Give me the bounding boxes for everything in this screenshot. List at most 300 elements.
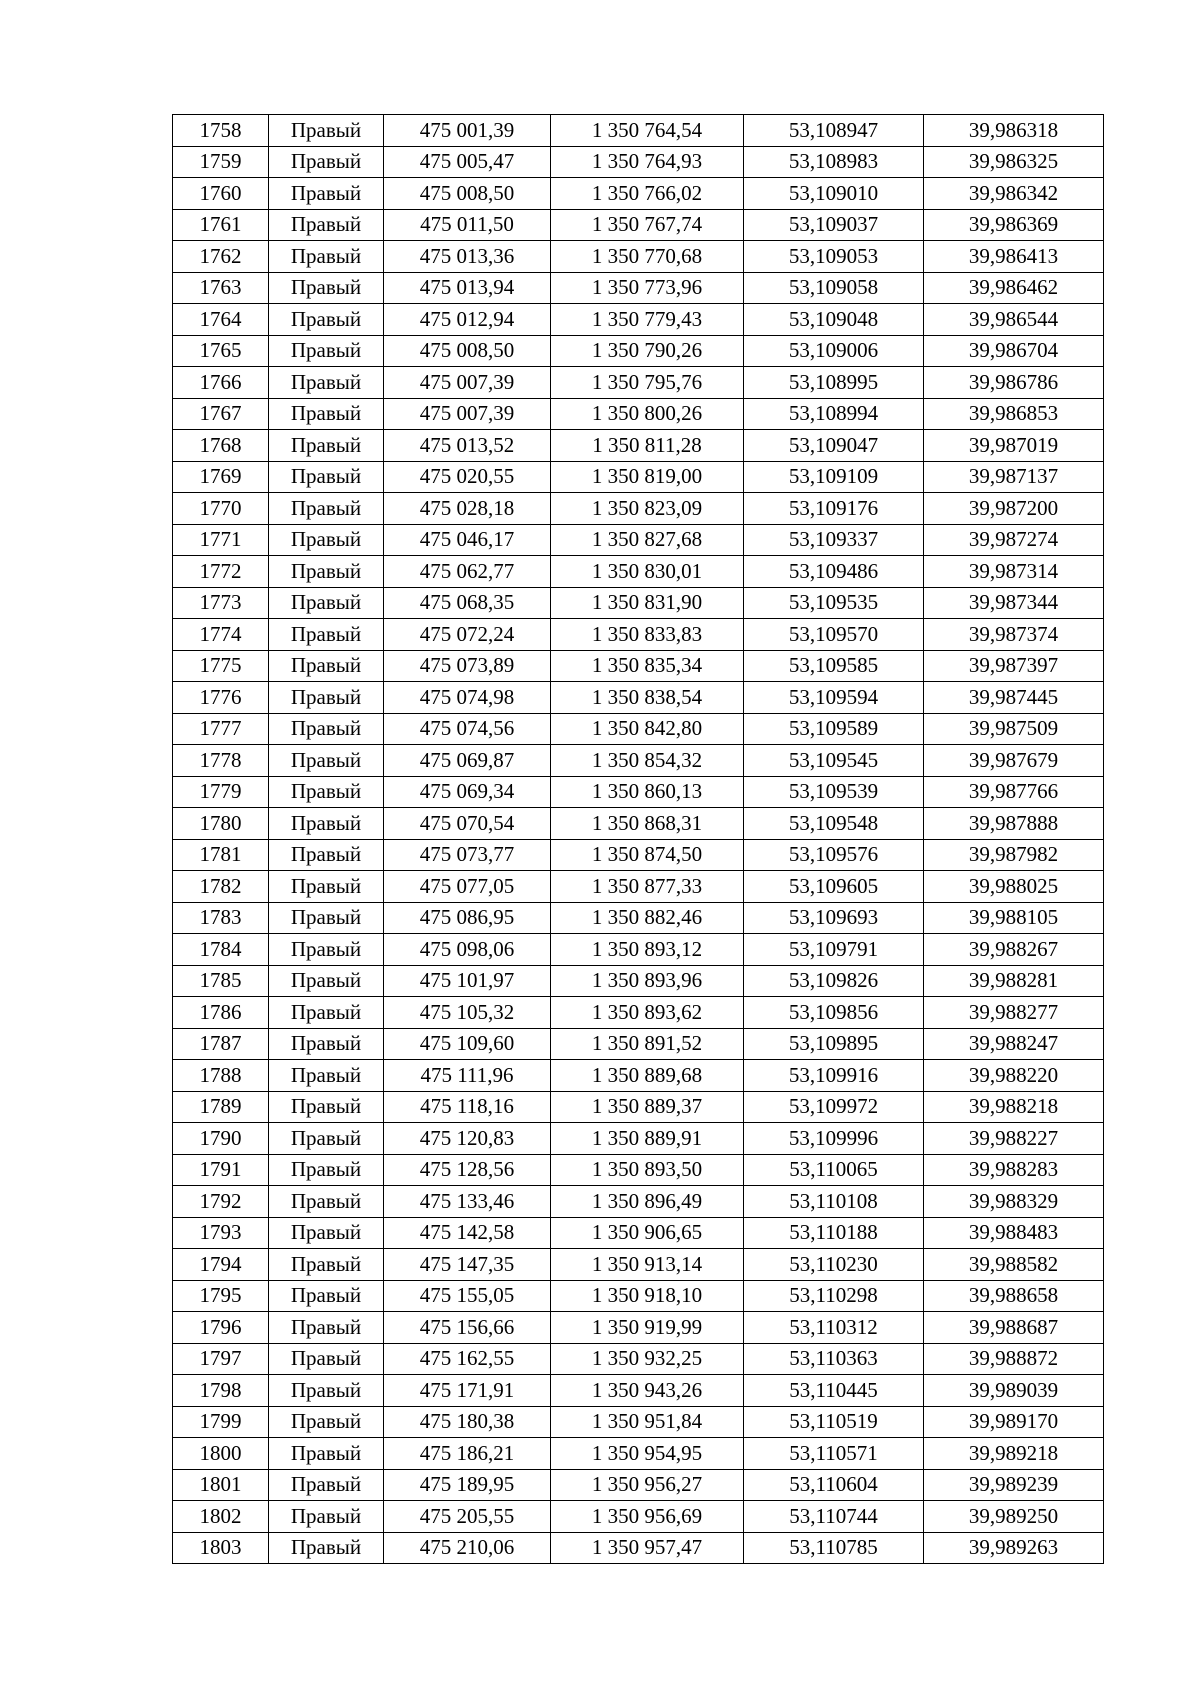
latitude-cell: 53,110604	[744, 1469, 924, 1501]
y-coordinate-cell: 1 350 833,83	[551, 619, 744, 651]
point-number-cell: 1774	[173, 619, 269, 651]
x-coordinate-cell: 475 098,06	[384, 934, 551, 966]
table-row	[173, 1280, 1104, 1312]
y-coordinate-cell: 1 350 956,27	[551, 1469, 744, 1501]
longitude-cell: 39,989170	[924, 1406, 1104, 1438]
y-coordinate-cell: 1 350 913,14	[551, 1249, 744, 1281]
side-cell: Правый	[269, 1123, 384, 1155]
point-number-cell: 1792	[173, 1186, 269, 1218]
point-number-cell: 1785	[173, 965, 269, 997]
table-row	[173, 1532, 1104, 1564]
point-number-cell: 1766	[173, 367, 269, 399]
point-number-cell: 1760	[173, 178, 269, 210]
table-row	[173, 272, 1104, 304]
point-number-cell: 1758	[173, 115, 269, 147]
longitude-cell: 39,987509	[924, 713, 1104, 745]
x-coordinate-cell: 475 001,39	[384, 115, 551, 147]
side-cell: Правый	[269, 1249, 384, 1281]
x-coordinate-cell: 475 011,50	[384, 209, 551, 241]
table-row	[173, 839, 1104, 871]
y-coordinate-cell: 1 350 956,69	[551, 1501, 744, 1533]
y-coordinate-cell: 1 350 838,54	[551, 682, 744, 714]
table-row	[173, 1343, 1104, 1375]
table-row	[173, 1154, 1104, 1186]
x-coordinate-cell: 475 109,60	[384, 1028, 551, 1060]
longitude-cell: 39,989039	[924, 1375, 1104, 1407]
latitude-cell: 53,109895	[744, 1028, 924, 1060]
latitude-cell: 53,109010	[744, 178, 924, 210]
point-number-cell: 1759	[173, 146, 269, 178]
x-coordinate-cell: 475 105,32	[384, 997, 551, 1029]
point-number-cell: 1790	[173, 1123, 269, 1155]
latitude-cell: 53,110571	[744, 1438, 924, 1470]
latitude-cell: 53,110785	[744, 1532, 924, 1564]
side-cell: Правый	[269, 241, 384, 273]
y-coordinate-cell: 1 350 893,62	[551, 997, 744, 1029]
table-row	[173, 934, 1104, 966]
y-coordinate-cell: 1 350 819,00	[551, 461, 744, 493]
y-coordinate-cell: 1 350 842,80	[551, 713, 744, 745]
longitude-cell: 39,987374	[924, 619, 1104, 651]
longitude-cell: 39,989218	[924, 1438, 1104, 1470]
table-row	[173, 146, 1104, 178]
point-number-cell: 1769	[173, 461, 269, 493]
x-coordinate-cell: 475 205,55	[384, 1501, 551, 1533]
longitude-cell: 39,987766	[924, 776, 1104, 808]
table-row	[173, 367, 1104, 399]
longitude-cell: 39,986544	[924, 304, 1104, 336]
latitude-cell: 53,109539	[744, 776, 924, 808]
point-number-cell: 1776	[173, 682, 269, 714]
side-cell: Правый	[269, 461, 384, 493]
point-number-cell: 1789	[173, 1091, 269, 1123]
y-coordinate-cell: 1 350 766,02	[551, 178, 744, 210]
longitude-cell: 39,988281	[924, 965, 1104, 997]
side-cell: Правый	[269, 1501, 384, 1533]
longitude-cell: 39,989239	[924, 1469, 1104, 1501]
point-number-cell: 1798	[173, 1375, 269, 1407]
longitude-cell: 39,988105	[924, 902, 1104, 934]
y-coordinate-cell: 1 350 932,25	[551, 1343, 744, 1375]
side-cell: Правый	[269, 682, 384, 714]
side-cell: Правый	[269, 1280, 384, 1312]
longitude-cell: 39,988687	[924, 1312, 1104, 1344]
point-number-cell: 1802	[173, 1501, 269, 1533]
table-row	[173, 398, 1104, 430]
longitude-cell: 39,986786	[924, 367, 1104, 399]
longitude-cell: 39,988283	[924, 1154, 1104, 1186]
longitude-cell: 39,987982	[924, 839, 1104, 871]
y-coordinate-cell: 1 350 773,96	[551, 272, 744, 304]
side-cell: Правый	[269, 965, 384, 997]
point-number-cell: 1779	[173, 776, 269, 808]
side-cell: Правый	[269, 1154, 384, 1186]
y-coordinate-cell: 1 350 764,93	[551, 146, 744, 178]
x-coordinate-cell: 475 013,36	[384, 241, 551, 273]
coordinates-table	[172, 114, 1104, 1564]
longitude-cell: 39,986369	[924, 209, 1104, 241]
longitude-cell: 39,988277	[924, 997, 1104, 1029]
latitude-cell: 53,109545	[744, 745, 924, 777]
table-row	[173, 997, 1104, 1029]
x-coordinate-cell: 475 156,66	[384, 1312, 551, 1344]
latitude-cell: 53,109048	[744, 304, 924, 336]
point-number-cell: 1786	[173, 997, 269, 1029]
latitude-cell: 53,109037	[744, 209, 924, 241]
point-number-cell: 1781	[173, 839, 269, 871]
longitude-cell: 39,988582	[924, 1249, 1104, 1281]
x-coordinate-cell: 475 118,16	[384, 1091, 551, 1123]
side-cell: Правый	[269, 1375, 384, 1407]
point-number-cell: 1762	[173, 241, 269, 273]
x-coordinate-cell: 475 012,94	[384, 304, 551, 336]
latitude-cell: 53,109585	[744, 650, 924, 682]
side-cell: Правый	[269, 902, 384, 934]
latitude-cell: 53,109486	[744, 556, 924, 588]
table-row	[173, 650, 1104, 682]
y-coordinate-cell: 1 350 893,12	[551, 934, 744, 966]
side-cell: Правый	[269, 997, 384, 1029]
point-number-cell: 1778	[173, 745, 269, 777]
side-cell: Правый	[269, 808, 384, 840]
side-cell: Правый	[269, 178, 384, 210]
x-coordinate-cell: 475 171,91	[384, 1375, 551, 1407]
y-coordinate-cell: 1 350 790,26	[551, 335, 744, 367]
latitude-cell: 53,110519	[744, 1406, 924, 1438]
longitude-cell: 39,986318	[924, 115, 1104, 147]
table-row	[173, 1091, 1104, 1123]
latitude-cell: 53,110065	[744, 1154, 924, 1186]
point-number-cell: 1782	[173, 871, 269, 903]
x-coordinate-cell: 475 073,89	[384, 650, 551, 682]
longitude-cell: 39,988218	[924, 1091, 1104, 1123]
side-cell: Правый	[269, 1217, 384, 1249]
y-coordinate-cell: 1 350 800,26	[551, 398, 744, 430]
y-coordinate-cell: 1 350 795,76	[551, 367, 744, 399]
latitude-cell: 53,109594	[744, 682, 924, 714]
x-coordinate-cell: 475 074,98	[384, 682, 551, 714]
longitude-cell: 39,988658	[924, 1280, 1104, 1312]
x-coordinate-cell: 475 007,39	[384, 367, 551, 399]
side-cell: Правый	[269, 304, 384, 336]
table-row	[173, 209, 1104, 241]
table-row	[173, 776, 1104, 808]
table-row	[173, 1123, 1104, 1155]
latitude-cell: 53,109856	[744, 997, 924, 1029]
longitude-cell: 39,989263	[924, 1532, 1104, 1564]
latitude-cell: 53,108983	[744, 146, 924, 178]
longitude-cell: 39,989250	[924, 1501, 1104, 1533]
x-coordinate-cell: 475 162,55	[384, 1343, 551, 1375]
x-coordinate-cell: 475 069,34	[384, 776, 551, 808]
side-cell: Правый	[269, 745, 384, 777]
x-coordinate-cell: 475 007,39	[384, 398, 551, 430]
table-row	[173, 682, 1104, 714]
latitude-cell: 53,109996	[744, 1123, 924, 1155]
latitude-cell: 53,108995	[744, 367, 924, 399]
latitude-cell: 53,109548	[744, 808, 924, 840]
x-coordinate-cell: 475 062,77	[384, 556, 551, 588]
latitude-cell: 53,109605	[744, 871, 924, 903]
point-number-cell: 1795	[173, 1280, 269, 1312]
latitude-cell: 53,109916	[744, 1060, 924, 1092]
table-row	[173, 587, 1104, 619]
y-coordinate-cell: 1 350 889,68	[551, 1060, 744, 1092]
x-coordinate-cell: 475 101,97	[384, 965, 551, 997]
table-row	[173, 1438, 1104, 1470]
side-cell: Правый	[269, 146, 384, 178]
table-row	[173, 556, 1104, 588]
side-cell: Правый	[269, 713, 384, 745]
side-cell: Правый	[269, 1532, 384, 1564]
point-number-cell: 1771	[173, 524, 269, 556]
longitude-cell: 39,988247	[924, 1028, 1104, 1060]
side-cell: Правый	[269, 1438, 384, 1470]
y-coordinate-cell: 1 350 893,96	[551, 965, 744, 997]
point-number-cell: 1784	[173, 934, 269, 966]
side-cell: Правый	[269, 272, 384, 304]
point-number-cell: 1765	[173, 335, 269, 367]
point-number-cell: 1800	[173, 1438, 269, 1470]
y-coordinate-cell: 1 350 919,99	[551, 1312, 744, 1344]
x-coordinate-cell: 475 028,18	[384, 493, 551, 525]
point-number-cell: 1801	[173, 1469, 269, 1501]
table-row	[173, 1375, 1104, 1407]
x-coordinate-cell: 475 020,55	[384, 461, 551, 493]
point-number-cell: 1775	[173, 650, 269, 682]
longitude-cell: 39,986342	[924, 178, 1104, 210]
longitude-cell: 39,987679	[924, 745, 1104, 777]
longitude-cell: 39,987019	[924, 430, 1104, 462]
x-coordinate-cell: 475 070,54	[384, 808, 551, 840]
table-row	[173, 619, 1104, 651]
latitude-cell: 53,110298	[744, 1280, 924, 1312]
latitude-cell: 53,109570	[744, 619, 924, 651]
longitude-cell: 39,987397	[924, 650, 1104, 682]
side-cell: Правый	[269, 1091, 384, 1123]
side-cell: Правый	[269, 587, 384, 619]
table-row	[173, 1186, 1104, 1218]
point-number-cell: 1768	[173, 430, 269, 462]
x-coordinate-cell: 475 142,58	[384, 1217, 551, 1249]
latitude-cell: 53,110445	[744, 1375, 924, 1407]
longitude-cell: 39,988872	[924, 1343, 1104, 1375]
latitude-cell: 53,109826	[744, 965, 924, 997]
y-coordinate-cell: 1 350 893,50	[551, 1154, 744, 1186]
point-number-cell: 1794	[173, 1249, 269, 1281]
side-cell: Правый	[269, 556, 384, 588]
point-number-cell: 1791	[173, 1154, 269, 1186]
table-row	[173, 1312, 1104, 1344]
latitude-cell: 53,109972	[744, 1091, 924, 1123]
y-coordinate-cell: 1 350 770,68	[551, 241, 744, 273]
x-coordinate-cell: 475 128,56	[384, 1154, 551, 1186]
y-coordinate-cell: 1 350 830,01	[551, 556, 744, 588]
side-cell: Правый	[269, 115, 384, 147]
y-coordinate-cell: 1 350 811,28	[551, 430, 744, 462]
x-coordinate-cell: 475 086,95	[384, 902, 551, 934]
longitude-cell: 39,986853	[924, 398, 1104, 430]
y-coordinate-cell: 1 350 877,33	[551, 871, 744, 903]
side-cell: Правый	[269, 398, 384, 430]
y-coordinate-cell: 1 350 854,32	[551, 745, 744, 777]
y-coordinate-cell: 1 350 954,95	[551, 1438, 744, 1470]
side-cell: Правый	[269, 839, 384, 871]
x-coordinate-cell: 475 155,05	[384, 1280, 551, 1312]
x-coordinate-cell: 475 008,50	[384, 178, 551, 210]
x-coordinate-cell: 475 111,96	[384, 1060, 551, 1092]
point-number-cell: 1797	[173, 1343, 269, 1375]
latitude-cell: 53,109693	[744, 902, 924, 934]
table-row	[173, 493, 1104, 525]
point-number-cell: 1787	[173, 1028, 269, 1060]
latitude-cell: 53,110108	[744, 1186, 924, 1218]
x-coordinate-cell: 475 068,35	[384, 587, 551, 619]
x-coordinate-cell: 475 147,35	[384, 1249, 551, 1281]
latitude-cell: 53,110744	[744, 1501, 924, 1533]
point-number-cell: 1764	[173, 304, 269, 336]
point-number-cell: 1796	[173, 1312, 269, 1344]
y-coordinate-cell: 1 350 951,84	[551, 1406, 744, 1438]
table-row	[173, 1060, 1104, 1092]
longitude-cell: 39,986704	[924, 335, 1104, 367]
table-row	[173, 1028, 1104, 1060]
point-number-cell: 1793	[173, 1217, 269, 1249]
point-number-cell: 1777	[173, 713, 269, 745]
latitude-cell: 53,109109	[744, 461, 924, 493]
x-coordinate-cell: 475 046,17	[384, 524, 551, 556]
point-number-cell: 1761	[173, 209, 269, 241]
x-coordinate-cell: 475 077,05	[384, 871, 551, 903]
coordinates-table-body	[173, 115, 1104, 1564]
table-row	[173, 335, 1104, 367]
point-number-cell: 1770	[173, 493, 269, 525]
longitude-cell: 39,987445	[924, 682, 1104, 714]
longitude-cell: 39,988329	[924, 1186, 1104, 1218]
side-cell: Правый	[269, 209, 384, 241]
table-row	[173, 241, 1104, 273]
side-cell: Правый	[269, 430, 384, 462]
latitude-cell: 53,110230	[744, 1249, 924, 1281]
latitude-cell: 53,110312	[744, 1312, 924, 1344]
y-coordinate-cell: 1 350 874,50	[551, 839, 744, 871]
longitude-cell: 39,988025	[924, 871, 1104, 903]
table-row	[173, 304, 1104, 336]
table-row	[173, 965, 1104, 997]
latitude-cell: 53,109535	[744, 587, 924, 619]
y-coordinate-cell: 1 350 767,74	[551, 209, 744, 241]
side-cell: Правый	[269, 1028, 384, 1060]
x-coordinate-cell: 475 073,77	[384, 839, 551, 871]
side-cell: Правый	[269, 335, 384, 367]
side-cell: Правый	[269, 776, 384, 808]
table-row	[173, 115, 1104, 147]
y-coordinate-cell: 1 350 891,52	[551, 1028, 744, 1060]
point-number-cell: 1799	[173, 1406, 269, 1438]
latitude-cell: 53,109791	[744, 934, 924, 966]
y-coordinate-cell: 1 350 764,54	[551, 115, 744, 147]
y-coordinate-cell: 1 350 835,34	[551, 650, 744, 682]
side-cell: Правый	[269, 650, 384, 682]
table-row	[173, 1217, 1104, 1249]
point-number-cell: 1773	[173, 587, 269, 619]
y-coordinate-cell: 1 350 889,37	[551, 1091, 744, 1123]
y-coordinate-cell: 1 350 827,68	[551, 524, 744, 556]
y-coordinate-cell: 1 350 779,43	[551, 304, 744, 336]
side-cell: Правый	[269, 871, 384, 903]
x-coordinate-cell: 475 210,06	[384, 1532, 551, 1564]
table-row	[173, 902, 1104, 934]
longitude-cell: 39,987274	[924, 524, 1104, 556]
longitude-cell: 39,987314	[924, 556, 1104, 588]
point-number-cell: 1763	[173, 272, 269, 304]
side-cell: Правый	[269, 1312, 384, 1344]
table-row	[173, 808, 1104, 840]
y-coordinate-cell: 1 350 943,26	[551, 1375, 744, 1407]
table-row	[173, 524, 1104, 556]
y-coordinate-cell: 1 350 896,49	[551, 1186, 744, 1218]
latitude-cell: 53,109589	[744, 713, 924, 745]
side-cell: Правый	[269, 934, 384, 966]
y-coordinate-cell: 1 350 860,13	[551, 776, 744, 808]
y-coordinate-cell: 1 350 957,47	[551, 1532, 744, 1564]
longitude-cell: 39,988483	[924, 1217, 1104, 1249]
point-number-cell: 1788	[173, 1060, 269, 1092]
y-coordinate-cell: 1 350 882,46	[551, 902, 744, 934]
x-coordinate-cell: 475 133,46	[384, 1186, 551, 1218]
side-cell: Правый	[269, 1186, 384, 1218]
longitude-cell: 39,988267	[924, 934, 1104, 966]
table-row	[173, 871, 1104, 903]
longitude-cell: 39,986325	[924, 146, 1104, 178]
table-row	[173, 1501, 1104, 1533]
longitude-cell: 39,987344	[924, 587, 1104, 619]
y-coordinate-cell: 1 350 906,65	[551, 1217, 744, 1249]
point-number-cell: 1803	[173, 1532, 269, 1564]
latitude-cell: 53,109053	[744, 241, 924, 273]
x-coordinate-cell: 475 074,56	[384, 713, 551, 745]
table-row	[173, 1249, 1104, 1281]
latitude-cell: 53,109576	[744, 839, 924, 871]
x-coordinate-cell: 475 072,24	[384, 619, 551, 651]
x-coordinate-cell: 475 005,47	[384, 146, 551, 178]
longitude-cell: 39,988227	[924, 1123, 1104, 1155]
longitude-cell: 39,987888	[924, 808, 1104, 840]
longitude-cell: 39,987200	[924, 493, 1104, 525]
latitude-cell: 53,110188	[744, 1217, 924, 1249]
x-coordinate-cell: 475 180,38	[384, 1406, 551, 1438]
longitude-cell: 39,986462	[924, 272, 1104, 304]
y-coordinate-cell: 1 350 918,10	[551, 1280, 744, 1312]
table-row	[173, 713, 1104, 745]
point-number-cell: 1780	[173, 808, 269, 840]
table-row	[173, 430, 1104, 462]
table-row	[173, 178, 1104, 210]
x-coordinate-cell: 475 013,94	[384, 272, 551, 304]
point-number-cell: 1783	[173, 902, 269, 934]
x-coordinate-cell: 475 120,83	[384, 1123, 551, 1155]
point-number-cell: 1767	[173, 398, 269, 430]
x-coordinate-cell: 475 013,52	[384, 430, 551, 462]
x-coordinate-cell: 475 189,95	[384, 1469, 551, 1501]
x-coordinate-cell: 475 186,21	[384, 1438, 551, 1470]
longitude-cell: 39,986413	[924, 241, 1104, 273]
latitude-cell: 53,109058	[744, 272, 924, 304]
side-cell: Правый	[269, 1060, 384, 1092]
y-coordinate-cell: 1 350 831,90	[551, 587, 744, 619]
latitude-cell: 53,109337	[744, 524, 924, 556]
longitude-cell: 39,987137	[924, 461, 1104, 493]
